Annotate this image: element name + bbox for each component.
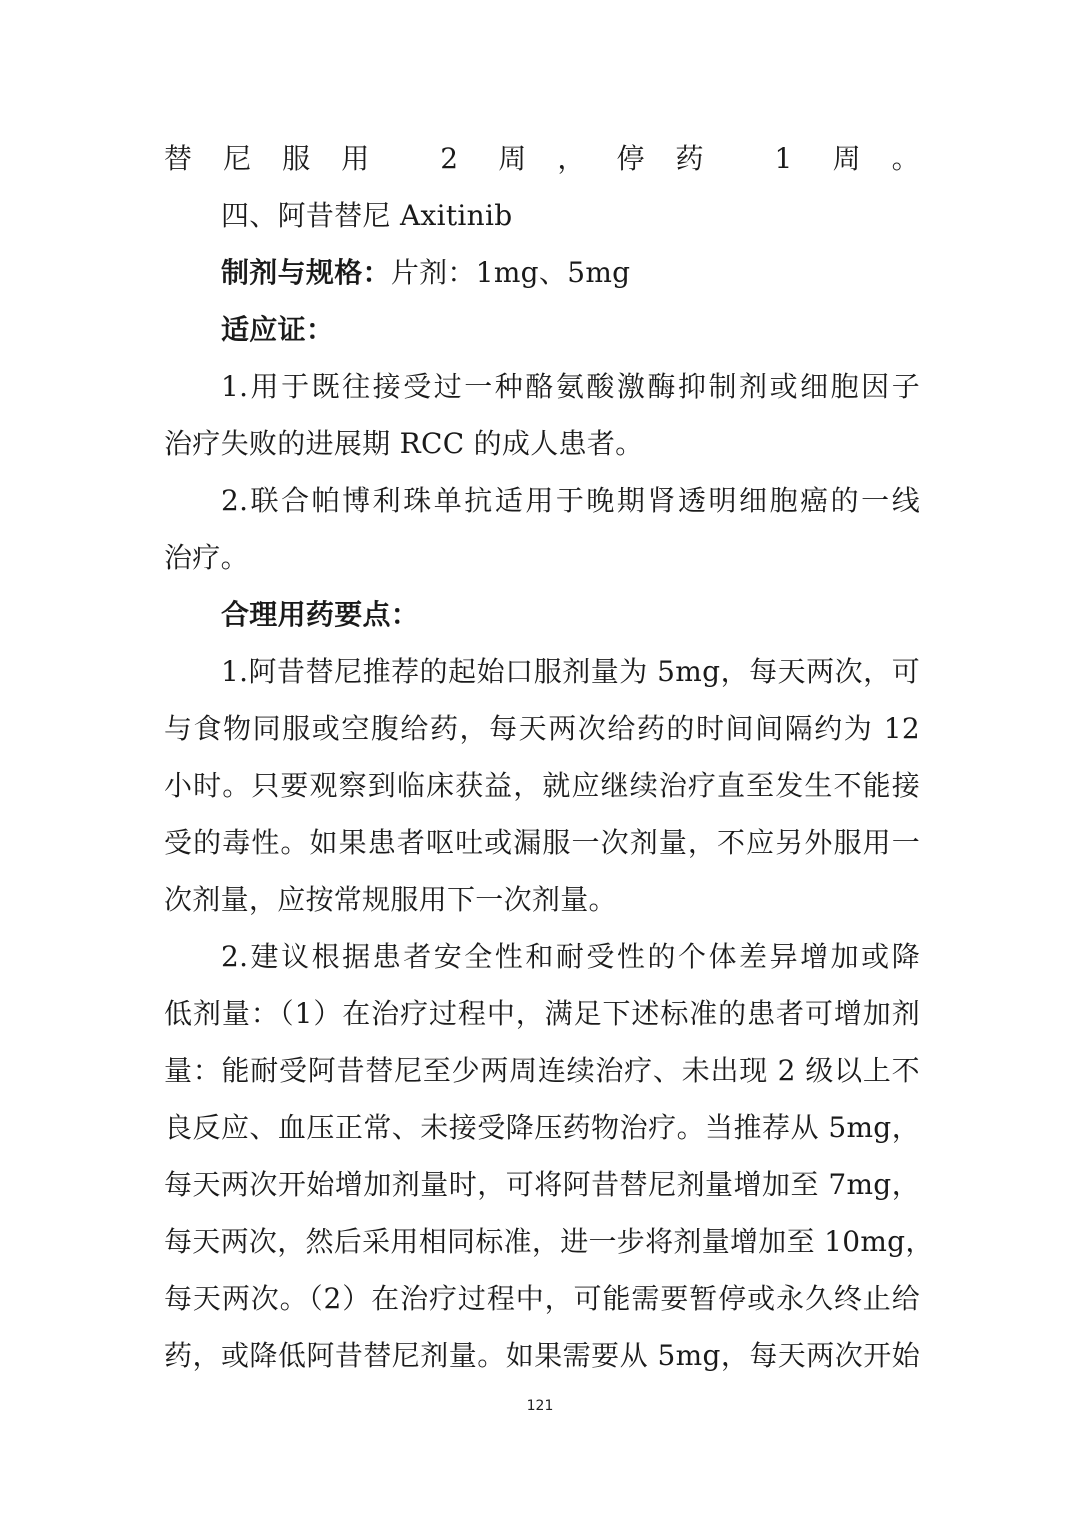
- drug-heading: 四、阿昔替尼 Axitinib: [221, 199, 513, 232]
- formulation-value: 片剂：1mg、5mg: [390, 256, 631, 289]
- text-line: 量：能耐受阿昔替尼至少两周连续治疗、未出现 2 级以上不: [164, 1054, 920, 1087]
- text-line: 受的毒性。如果患者呕吐或漏服一次剂量，不应另外服用一: [164, 826, 920, 859]
- formulation-label: 制剂与规格：: [221, 256, 391, 289]
- page-number: 121: [526, 1398, 554, 1414]
- text-line: 1.用于既往接受过一种酪氨酸激酶抑制剂或细胞因子: [221, 370, 920, 403]
- document-body: [164, 130, 934, 1384]
- text-line: 每天两次。（2）在治疗过程中，可能需要暂停或永久终止给: [164, 1282, 920, 1315]
- text-line: 与食物同服或空腹给药，每天两次给药的时间间隔约为 12: [164, 712, 920, 745]
- text-line: 2.建议根据患者安全性和耐受性的个体差异增加或降: [221, 940, 920, 973]
- text-line: 每天两次开始增加剂量时，可将阿昔替尼剂量增加至 7mg，: [164, 1168, 920, 1201]
- text-line: 小时。只要观察到临床获益，就应继续治疗直至发生不能接: [164, 769, 920, 802]
- text-line: 治疗。: [164, 541, 249, 574]
- text-line: 低剂量：（1）在治疗过程中，满足下述标准的患者可增加剂: [164, 997, 920, 1030]
- paragraph-continuation-line: 替尼服用 2 周，停药 1 周。: [164, 142, 920, 175]
- usage-points-label: 合理用药要点：: [221, 598, 420, 631]
- text-line: 次剂量，应按常规服用下一次剂量。: [164, 883, 617, 916]
- usage-points-heading: [164, 586, 920, 643]
- text-line: 良反应、血压正常、未接受降压药物治疗。当推荐从 5mg，: [164, 1111, 920, 1144]
- formulation-line: [164, 244, 920, 301]
- text-line: 药，或降低阿昔替尼剂量。如果需要从 5mg，每天两次开始: [164, 1339, 920, 1372]
- indications-heading: [164, 301, 920, 358]
- text-line: 治疗失败的进展期 RCC 的成人患者。: [164, 427, 644, 460]
- text-line: 2.联合帕博利珠单抗适用于晚期肾透明细胞癌的一线: [221, 484, 920, 517]
- text-line: 每天两次，然后采用相同标准，进一步将剂量增加至 10mg，: [164, 1225, 934, 1258]
- indications-label: 适应证：: [221, 313, 335, 346]
- text-line: 1.阿昔替尼推荐的起始口服剂量为 5mg，每天两次，可: [221, 655, 920, 688]
